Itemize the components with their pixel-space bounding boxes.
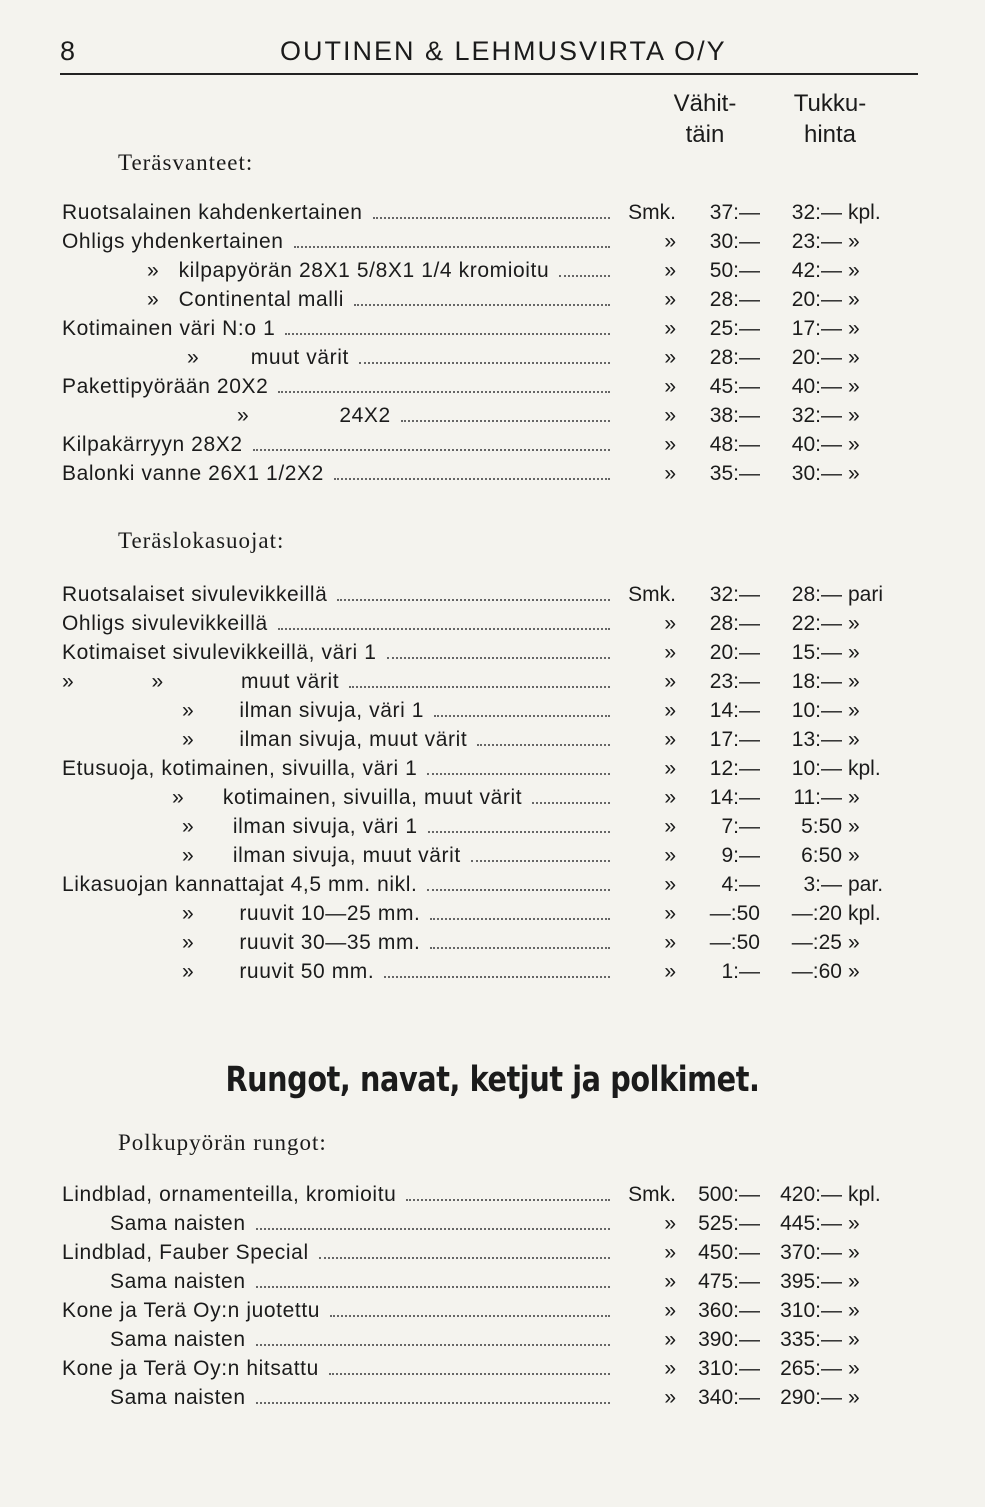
unit: par.: [848, 873, 884, 896]
item-description: » muut värit: [187, 346, 349, 369]
currency-mark: »: [664, 670, 676, 693]
wholesale-price: 13:—: [791, 728, 842, 751]
item-description: Kone ja Terä Oy:n hitsattu: [62, 1357, 319, 1380]
dot-leader: [278, 391, 610, 393]
retail-price: 38:—: [709, 404, 760, 427]
wholesale-price: 20:—: [791, 346, 842, 369]
currency-mark: »: [664, 375, 676, 398]
unit: kpl.: [848, 757, 881, 780]
wholesale-price: 20:—: [791, 288, 842, 311]
dot-leader: [532, 802, 610, 804]
retail-heading-line-2: täin: [685, 121, 725, 148]
dot-leader: [373, 217, 610, 219]
currency-mark: »: [664, 230, 676, 253]
dot-leader: [256, 1286, 610, 1288]
wholesale-price: 10:—: [791, 699, 842, 722]
dot-leader: [359, 362, 610, 364]
header-rule: [60, 73, 918, 75]
retail-price: 390:—: [698, 1328, 760, 1351]
dot-leader: [406, 1199, 610, 1201]
wholesale-price: 5:50: [801, 815, 842, 838]
unit: »: [848, 288, 860, 311]
wholesale-heading-line-2: hinta: [803, 121, 857, 148]
retail-price: 20:—: [709, 641, 760, 664]
wholesale-price: 310:—: [780, 1299, 842, 1322]
price-row: [62, 1325, 912, 1354]
item-description: Sama naisten: [110, 1386, 246, 1409]
wholesale-price: —:25: [791, 931, 842, 954]
wholesale-price: 23:—: [791, 230, 842, 253]
item-description: Kilpakärryyn 28X2: [62, 433, 243, 456]
price-row: [62, 1238, 912, 1267]
unit: kpl.: [848, 902, 881, 925]
item-description: » ilman sivuja, muut värit: [182, 844, 461, 867]
price-row: [62, 725, 912, 754]
price-row: [62, 1180, 912, 1209]
wholesale-price: 30:—: [791, 462, 842, 485]
unit: »: [848, 844, 860, 867]
unit: kpl.: [848, 1183, 881, 1206]
unit: »: [848, 462, 860, 485]
retail-price: 28:—: [709, 346, 760, 369]
retail-price: 35:—: [709, 462, 760, 485]
unit: »: [848, 404, 860, 427]
currency-mark: Smk.: [628, 1183, 676, 1206]
dot-leader: [427, 773, 610, 775]
price-row: [62, 1296, 912, 1325]
wholesale-price: 6:50: [801, 844, 842, 867]
price-row: [62, 256, 912, 285]
page-header: [60, 36, 920, 72]
dot-leader: [319, 1257, 610, 1259]
unit: »: [848, 259, 860, 282]
price-row: [62, 754, 912, 783]
unit: »: [848, 815, 860, 838]
wholesale-price: 28:—: [791, 583, 842, 606]
wholesale-price: 265:—: [780, 1357, 842, 1380]
unit: »: [848, 699, 860, 722]
unit: »: [848, 1386, 860, 1409]
item-description: Sama naisten: [110, 1328, 246, 1351]
dot-leader: [278, 628, 610, 630]
item-description: » 24X2: [237, 404, 391, 427]
currency-mark: »: [664, 786, 676, 809]
dot-leader: [384, 976, 610, 978]
wholesale-price: 32:—: [791, 404, 842, 427]
price-row: [62, 841, 912, 870]
item-description: » ruuvit 30—35 mm.: [182, 931, 421, 954]
dot-leader: [430, 947, 610, 949]
retail-price: 14:—: [709, 699, 760, 722]
retail-price: 4:—: [721, 873, 760, 896]
wholesale-price: 290:—: [780, 1386, 842, 1409]
wholesale-price: 3:—: [803, 873, 842, 896]
item-description: Lindblad, Fauber Special: [62, 1241, 309, 1264]
price-row: [62, 957, 912, 986]
currency-mark: »: [664, 317, 676, 340]
retail-price: 1:—: [721, 960, 760, 983]
unit: »: [848, 317, 860, 340]
currency-mark: »: [664, 1212, 676, 1235]
wholesale-price: 15:—: [791, 641, 842, 664]
currency-mark: Smk.: [628, 583, 676, 606]
retail-price: —:50: [709, 931, 760, 954]
dot-leader: [294, 246, 610, 248]
unit: »: [848, 1212, 860, 1235]
unit: »: [848, 960, 860, 983]
unit: »: [848, 1241, 860, 1264]
wholesale-price: 420:—: [780, 1183, 842, 1206]
currency-mark: »: [664, 960, 676, 983]
retail-price: 48:—: [709, 433, 760, 456]
dot-leader: [477, 744, 610, 746]
retail-price: 500:—: [698, 1183, 760, 1206]
dot-leader: [256, 1402, 610, 1404]
wholesale-price: 40:—: [791, 375, 842, 398]
item-description: Sama naisten: [110, 1270, 246, 1293]
dot-leader: [387, 657, 610, 659]
retail-price: 23:—: [709, 670, 760, 693]
wholesale-price: 18:—: [791, 670, 842, 693]
wholesale-price: 42:—: [791, 259, 842, 282]
unit: kpl.: [848, 201, 881, 224]
currency-mark: »: [664, 1386, 676, 1409]
wholesale-price: 10:—: [791, 757, 842, 780]
section-title-bicycle-frames: Polkupyörän rungot:: [118, 1130, 327, 1155]
price-row: [62, 812, 912, 841]
price-row: [62, 580, 912, 609]
item-description: Pakettipyörään 20X2: [62, 375, 269, 398]
dot-leader: [256, 1344, 610, 1346]
retail-price: 475:—: [698, 1270, 760, 1293]
wholesale-price-column-heading: [770, 88, 890, 150]
price-row: [62, 667, 912, 696]
item-description: » ruuvit 50 mm.: [182, 960, 375, 983]
price-row: [62, 1267, 912, 1296]
dot-leader: [285, 333, 610, 335]
item-description: Ruotsalainen kahdenkertainen: [62, 201, 363, 224]
dot-leader: [401, 420, 610, 422]
retail-price: 450:—: [698, 1241, 760, 1264]
dot-leader: [434, 715, 610, 717]
retail-price: 17:—: [709, 728, 760, 751]
currency-mark: »: [664, 462, 676, 485]
retail-price: —:50: [709, 902, 760, 925]
dot-leader: [559, 275, 610, 277]
item-description: » ruuvit 10—25 mm.: [182, 902, 421, 925]
unit: »: [848, 1270, 860, 1293]
dot-leader: [337, 599, 610, 601]
unit: pari: [848, 583, 884, 606]
retail-price: 14:—: [709, 786, 760, 809]
retail-price: 28:—: [709, 288, 760, 311]
currency-mark: »: [664, 346, 676, 369]
price-row: [62, 1383, 912, 1412]
price-row: [62, 372, 912, 401]
retail-price: 340:—: [698, 1386, 760, 1409]
price-row: [62, 638, 912, 667]
retail-price: 310:—: [698, 1357, 760, 1380]
dot-leader: [256, 1228, 610, 1230]
currency-mark: »: [664, 1241, 676, 1264]
wholesale-price: 17:—: [791, 317, 842, 340]
item-description: Ohligs sivulevikkeillä: [62, 612, 268, 635]
retail-price: 25:—: [709, 317, 760, 340]
price-row: [62, 343, 912, 372]
retail-price: 45:—: [709, 375, 760, 398]
retail-price: 7:—: [721, 815, 760, 838]
unit: »: [848, 230, 860, 253]
item-description: » kotimainen, sivuilla, muut värit: [172, 786, 523, 809]
dot-leader: [330, 1315, 610, 1317]
currency-mark: »: [664, 641, 676, 664]
item-description: Ohligs yhdenkertainen: [62, 230, 284, 253]
dot-leader: [430, 918, 610, 920]
currency-mark: »: [664, 902, 676, 925]
section-title-steel-mudguards: Teräslokasuojat:: [118, 528, 285, 553]
retail-price: 50:—: [709, 259, 760, 282]
retail-price: 9:—: [721, 844, 760, 867]
page-number: 8: [60, 36, 77, 66]
price-row: [62, 609, 912, 638]
unit: »: [848, 1328, 860, 1351]
price-row: [62, 1209, 912, 1238]
retail-price-column-heading: [655, 88, 755, 150]
price-row: [62, 285, 912, 314]
currency-mark: »: [664, 1328, 676, 1351]
currency-mark: »: [664, 873, 676, 896]
item-description: Lindblad, ornamenteilla, kromioitu: [62, 1183, 397, 1206]
price-row: [62, 870, 912, 899]
retail-price: 525:—: [698, 1212, 760, 1235]
currency-mark: »: [664, 433, 676, 456]
wholesale-price: —:20: [791, 902, 842, 925]
item-description: Ruotsalaiset sivulevikkeillä: [62, 583, 328, 606]
price-row: [62, 696, 912, 725]
wholesale-price: —:60: [791, 960, 842, 983]
price-row: [62, 401, 912, 430]
section-title-steel-rims: Teräsvanteet:: [118, 150, 254, 175]
unit: »: [848, 375, 860, 398]
retail-heading-line-1: Vähit-: [673, 90, 737, 117]
item-description: » ilman sivuja, väri 1: [182, 815, 418, 838]
running-title: OUTINEN & LEHMUSVIRTA O/Y: [280, 36, 727, 66]
item-description: Etusuoja, kotimainen, sivuilla, väri 1: [62, 757, 418, 780]
unit: »: [848, 728, 860, 751]
unit: »: [848, 612, 860, 635]
item-description: » ilman sivuja, väri 1: [182, 699, 425, 722]
price-row: [62, 314, 912, 343]
price-row: [62, 899, 912, 928]
wholesale-heading-line-1: Tukku-: [793, 90, 867, 117]
wholesale-price: 40:—: [791, 433, 842, 456]
dot-leader: [428, 831, 610, 833]
currency-mark: »: [664, 404, 676, 427]
currency-mark: »: [664, 1270, 676, 1293]
retail-price: 28:—: [709, 612, 760, 635]
price-row: [62, 1354, 912, 1383]
currency-mark: »: [664, 1299, 676, 1322]
wholesale-price: 11:—: [793, 786, 842, 809]
price-row: [62, 928, 912, 957]
item-description: Kotimaiset sivulevikkeillä, väri 1: [62, 641, 377, 664]
unit: »: [848, 346, 860, 369]
price-row: [62, 459, 912, 488]
price-row: [62, 430, 912, 459]
currency-mark: »: [664, 728, 676, 751]
item-description: Kone ja Terä Oy:n juotettu: [62, 1299, 321, 1322]
retail-price: 30:—: [709, 230, 760, 253]
unit: »: [848, 433, 860, 456]
dot-leader: [329, 1373, 610, 1375]
item-description: » ilman sivuja, muut värit: [182, 728, 468, 751]
item-description: Balonki vanne 26X1 1/2X2: [62, 462, 324, 485]
currency-mark: »: [664, 259, 676, 282]
unit: »: [848, 641, 860, 664]
item-description: » » muut värit: [62, 670, 340, 693]
retail-price: 32:—: [709, 583, 760, 606]
dot-leader: [471, 860, 610, 862]
price-row: [62, 783, 912, 812]
main-heading: Rungot, navat, ketjut ja polkimet.: [225, 1060, 760, 1100]
unit: »: [848, 670, 860, 693]
dot-leader: [253, 449, 610, 451]
dot-leader: [349, 686, 610, 688]
item-description: » Continental malli: [147, 288, 345, 311]
currency-mark: »: [664, 931, 676, 954]
retail-price: 12:—: [709, 757, 760, 780]
currency-mark: »: [664, 815, 676, 838]
retail-price: 360:—: [698, 1299, 760, 1322]
currency-mark: »: [664, 1357, 676, 1380]
wholesale-price: 370:—: [780, 1241, 842, 1264]
retail-price: 37:—: [709, 201, 760, 224]
wholesale-price: 445:—: [780, 1212, 842, 1235]
wholesale-price: 395:—: [780, 1270, 842, 1293]
item-description: » kilpapyörän 28X1 5/8X1 1/4 kromioitu: [147, 259, 550, 282]
price-row: [62, 198, 912, 227]
dot-leader: [427, 889, 610, 891]
currency-mark: »: [664, 757, 676, 780]
unit: »: [848, 1299, 860, 1322]
unit: »: [848, 786, 860, 809]
item-description: Sama naisten: [110, 1212, 246, 1235]
currency-mark: Smk.: [628, 201, 676, 224]
dot-leader: [334, 478, 610, 480]
wholesale-price: 32:—: [791, 201, 842, 224]
unit: »: [848, 1357, 860, 1380]
item-description: Kotimainen väri N:o 1: [62, 317, 276, 340]
unit: »: [848, 931, 860, 954]
currency-mark: »: [664, 612, 676, 635]
currency-mark: »: [664, 288, 676, 311]
item-description: Likasuojan kannattajat 4,5 mm. nikl.: [62, 873, 418, 896]
dot-leader: [354, 304, 610, 306]
wholesale-price: 22:—: [791, 612, 842, 635]
currency-mark: »: [664, 699, 676, 722]
price-row: [62, 227, 912, 256]
wholesale-price: 335:—: [780, 1328, 842, 1351]
currency-mark: »: [664, 844, 676, 867]
